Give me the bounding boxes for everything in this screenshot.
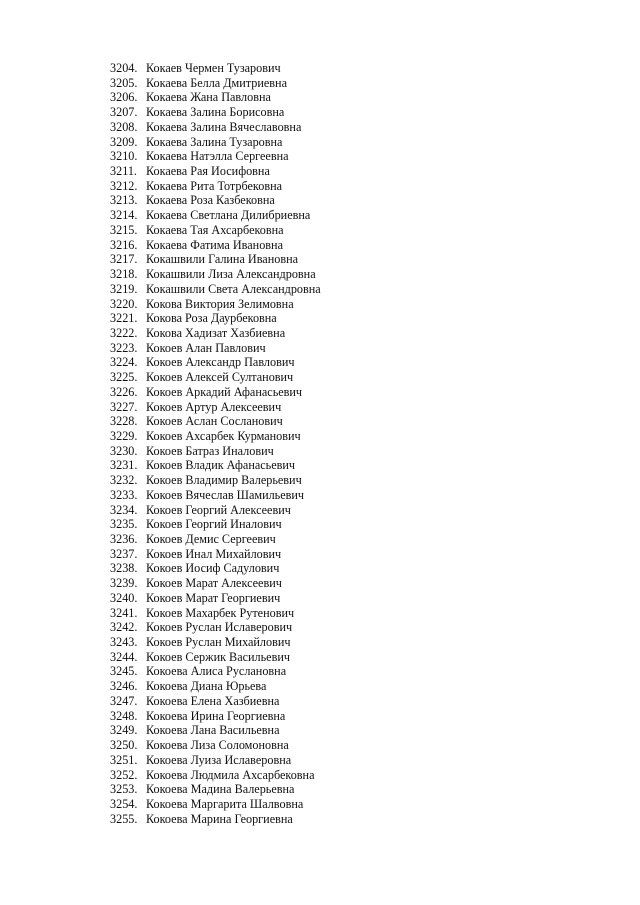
list-item [110, 444, 321, 459]
list-item [110, 223, 321, 238]
entry-number: 3251. [110, 752, 138, 767]
entry-number: 3242. [110, 620, 138, 635]
list-item [110, 61, 321, 76]
list-item [110, 458, 321, 473]
entry-number: 3237. [110, 546, 138, 561]
entry-name: Кокаева Белла Дмитриевна [146, 75, 287, 90]
entry-number: 3218. [110, 267, 138, 282]
list-item [110, 547, 321, 562]
entry-number: 3217. [110, 252, 138, 267]
entry-name: Кокашвили Лиза Александровна [146, 267, 316, 282]
entry-name: Кокаева Залина Вячеславовна [146, 119, 302, 134]
entry-number: 3223. [110, 340, 138, 355]
entry-name: Кокоева Лиза Соломоновна [146, 738, 289, 753]
entry-number: 3204. [110, 61, 138, 75]
entry-number: 3255. [110, 811, 138, 826]
list-item [110, 238, 321, 253]
list-item [110, 576, 321, 591]
entry-number: 3253. [110, 782, 138, 797]
entry-number: 3227. [110, 399, 138, 414]
entry-name: Кокоев Демис Сергеевич [146, 532, 276, 546]
list-item [110, 282, 321, 297]
list-item [110, 812, 321, 827]
list-item [110, 326, 321, 341]
entry-name: Кокова Хадизат Хазбиевна [146, 325, 286, 340]
entry-number: 3210. [110, 149, 138, 164]
entry-name: Кокова Виктория Зелимовна [146, 296, 294, 311]
list-item [110, 193, 321, 208]
entry-number: 3250. [110, 738, 138, 753]
entry-name: Кокоев Алексей Султанович [146, 370, 294, 385]
entry-name: Кокоев Георгий Алексеевич [146, 502, 291, 517]
list-item [110, 782, 321, 797]
entry-name: Кокоев Инал Михайлович [146, 546, 282, 561]
entry-name: Кокоева Марина Георгиевна [146, 811, 293, 826]
entry-number: 3208. [110, 119, 138, 134]
entry-name: Кокоев Владик Афанасьевич [146, 458, 296, 473]
entry-name: Кокоев Владимир Валерьевич [146, 473, 302, 488]
entry-name: Кокашвили Галина Ивановна [146, 252, 299, 267]
list-item [110, 252, 321, 267]
entry-name: Кокоев Марат Алексеевич [146, 576, 282, 591]
entry-number: 3233. [110, 487, 138, 502]
list-item [110, 753, 321, 768]
list-item [110, 164, 321, 179]
entry-number: 3241. [110, 605, 138, 620]
entry-name: Кокаев Чермен Тузарович [146, 61, 281, 75]
list-item [110, 355, 321, 370]
list-item [110, 723, 321, 738]
list-item [110, 738, 321, 753]
entry-number: 3211. [110, 164, 137, 179]
entry-number: 3229. [110, 428, 138, 443]
entry-name: Кокоева Елена Хазбиевна [146, 693, 280, 708]
entry-number: 3244. [110, 649, 138, 664]
entry-number: 3234. [110, 502, 138, 517]
entry-name: Кокоев Аркадий Афанасьевич [146, 384, 303, 399]
entry-number: 3220. [110, 296, 138, 311]
list-item [110, 488, 321, 503]
list-item [110, 105, 321, 120]
entry-name: Кокаева Рая Иосифовна [146, 164, 270, 179]
entry-number: 3214. [110, 208, 138, 223]
entry-number: 3228. [110, 414, 138, 429]
list-item [110, 297, 321, 312]
entry-name: Кокаева Жана Павловна [146, 90, 271, 105]
entry-name: Кокоева Маргарита Шалвовна [146, 796, 304, 811]
entry-name: Кокоева Диана Юрьева [146, 679, 267, 694]
entry-name: Кокоев Георгий Иналович [146, 517, 282, 532]
entry-name: Кокоева Людмила Ахсарбековна [146, 767, 315, 782]
entry-name: Кокоев Аслан Сосланович [146, 414, 283, 429]
entry-number: 3222. [110, 325, 138, 340]
list-item [110, 591, 321, 606]
entry-number: 3254. [110, 796, 138, 811]
entry-number: 3246. [110, 679, 138, 694]
list-item [110, 664, 321, 679]
list-item [110, 311, 321, 326]
entry-name: Кокоев Александр Павлович [146, 355, 295, 370]
entry-name: Кокоева Луиза Иславеровна [146, 752, 292, 767]
list-item [110, 267, 321, 282]
entry-number: 3240. [110, 590, 138, 605]
entry-number: 3236. [110, 532, 138, 546]
list-item [110, 503, 321, 518]
list-item [110, 694, 321, 709]
list-item [110, 797, 321, 812]
entry-number: 3231. [110, 458, 138, 473]
entry-number: 3232. [110, 473, 138, 488]
entry-number: 3225. [110, 370, 138, 385]
entry-name: Кокоева Алиса Руслановна [146, 664, 287, 679]
list-item [110, 768, 321, 783]
entry-number: 3230. [110, 443, 138, 458]
entry-number: 3248. [110, 708, 138, 723]
entry-name: Кокоев Махарбек Рутенович [146, 605, 295, 620]
list-item [110, 135, 321, 150]
entry-number: 3221. [110, 311, 138, 326]
entry-name: Кокашвили Света Александровна [146, 281, 321, 296]
entry-number: 3247. [110, 693, 138, 708]
list-item [110, 635, 321, 650]
list-item [110, 679, 321, 694]
entry-number: 3245. [110, 664, 138, 679]
entry-name: Кокоев Руслан Иславерович [146, 620, 293, 635]
entry-name: Кокоева Лана Васильевна [146, 723, 280, 738]
entry-name: Кокаева Тая Ахсарбековна [146, 222, 284, 237]
entry-number: 3206. [110, 90, 138, 105]
entry-number: 3224. [110, 355, 138, 370]
entry-number: 3219. [110, 281, 138, 296]
list-item [110, 400, 321, 415]
entry-name: Кокоева Мадина Валерьевна [146, 782, 295, 797]
entry-name: Кокаева Залина Тузаровна [146, 134, 283, 149]
list-item [110, 532, 321, 547]
entry-number: 3207. [110, 105, 138, 120]
entry-name: Кокоев Вячеслав Шамильевич [146, 487, 305, 502]
entry-name: Кокаева Роза Казбековна [146, 193, 275, 208]
entry-number: 3213. [110, 193, 138, 208]
entry-number: 3243. [110, 635, 138, 650]
list-item [110, 473, 321, 488]
list-item [110, 385, 321, 400]
entry-name: Кокаева Залина Борисовна [146, 105, 285, 120]
entry-name: Кокоев Иосиф Садулович [146, 561, 280, 576]
entry-number: 3235. [110, 517, 138, 532]
list-item [110, 208, 321, 223]
list-item [110, 90, 321, 105]
entry-name: Кокоев Ахсарбек Курманович [146, 428, 301, 443]
list-item [110, 517, 321, 532]
entry-name: Кокаева Натэлла Сергеевна [146, 149, 289, 164]
entry-name: Кокаева Рита Тотрбековна [146, 178, 283, 193]
entry-number: 3238. [110, 561, 138, 576]
entry-name: Кокоев Руслан Михайлович [146, 635, 291, 650]
entry-name: Кокова Роза Даурбековна [146, 311, 277, 326]
name-list [110, 61, 321, 826]
entry-name: Кокоев Артур Алексеевич [146, 399, 282, 414]
entry-number: 3249. [110, 723, 138, 738]
entry-number: 3226. [110, 384, 138, 399]
entry-number: 3216. [110, 237, 138, 252]
list-item [110, 429, 321, 444]
list-item [110, 341, 321, 356]
entry-name: Кокоева Ирина Георгиевна [146, 708, 286, 723]
list-item [110, 179, 321, 194]
entry-name: Кокаева Фатима Ивановна [146, 237, 283, 252]
list-item [110, 414, 321, 429]
entry-number: 3215. [110, 222, 138, 237]
list-item [110, 606, 321, 621]
entry-name: Кокоев Сержик Васильевич [146, 649, 290, 664]
entry-name: Кокаева Светлана Дилибриевна [146, 208, 311, 223]
entry-number: 3239. [110, 576, 138, 591]
list-item [110, 120, 321, 135]
list-item [110, 561, 321, 576]
list-item [110, 370, 321, 385]
entry-name: Кокоев Марат Георгиевич [146, 590, 281, 605]
list-item [110, 650, 321, 665]
entry-name: Кокоев Алан Павлович [146, 340, 266, 355]
list-item [110, 709, 321, 724]
entry-number: 3252. [110, 767, 138, 782]
entry-number: 3212. [110, 178, 138, 193]
list-item [110, 149, 321, 164]
list-item [110, 620, 321, 635]
list-item [110, 76, 321, 91]
entry-name: Кокоев Батраз Иналович [146, 443, 274, 458]
entry-number: 3209. [110, 134, 138, 149]
entry-number: 3205. [110, 75, 138, 90]
